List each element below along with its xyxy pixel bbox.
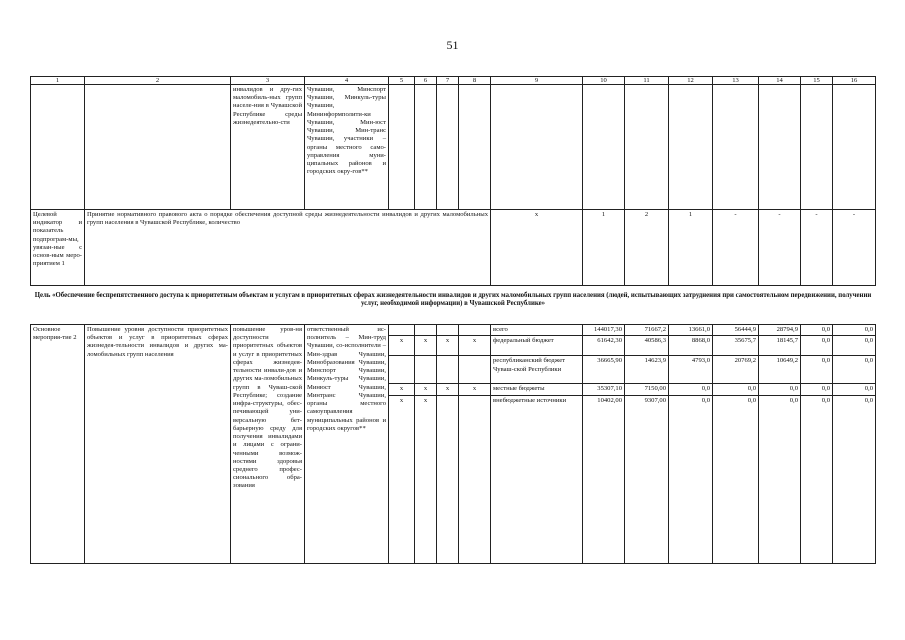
header-cell: 10	[583, 77, 625, 85]
value-cell: 0,0	[833, 325, 876, 336]
source-c7: х	[437, 384, 459, 395]
value-cell: 0,0	[801, 325, 833, 336]
value-cell: 56444,9	[713, 325, 759, 336]
source-name: республиканский бюджет Чуваш-ской Республики	[491, 356, 583, 384]
source-c5: х	[389, 336, 415, 356]
header-cell: 16	[833, 77, 876, 85]
source-c8	[459, 356, 491, 384]
value-cell: 0,0	[713, 395, 759, 563]
value-cell: 0,0	[669, 395, 713, 563]
measure-row	[31, 325, 876, 336]
indicator-2019: 1	[583, 210, 625, 286]
indicator-description: Принятие нормативного правового акта о порядке обеспечения доступной среды жизнедеятельности инвалидов и других маломобильных групп населения в Чувашской Республике, количество	[85, 210, 491, 286]
source-c6: х	[415, 384, 437, 395]
value-cell: 35307,10	[583, 384, 625, 395]
measure-label: Основное мероприя-тие 2	[31, 325, 85, 564]
source-c5	[389, 325, 415, 336]
page-number: 51	[446, 38, 459, 52]
measure-expected-result: повышение уров-ня доступности приоритетных объектов и услуг в приоритетных сферах жизнедея-тельности инвали-дов и других ма-ломобильных групп в Чуваш-ской Республике; создание инфра-структуры, обес-печивающей уни-версальную бет-барьерную среду для получения инвалидами и лицами с ограни-ченными возмож-ностями здоровья среднего профес-сионального обра-зования	[231, 325, 305, 564]
value-cell: 0,0	[759, 384, 801, 395]
value-cell: 35675,7	[713, 336, 759, 356]
measure-executors: ответственный ис-полнитель – Мин-труд Чувашии, со-исполнители – Мин-здрав Чувашии, Минобразования Чувашии, Минспорт Чувашии, Минкуль-туры Чувашии, Минюст Чувашии, Минтранс Чувашии, органы местного самоуправления муниципальных районов и городских округов**	[305, 325, 389, 564]
executors: Чувашии, Минспорт Чувашии, Минкуль-туры Чувашии, Мининформполити-ки Чувашии, Мин-юст Чувашии, Мин-транс Чувашии, участники – органы местного само-управления муни-ципальных районов и городских окру-гов**	[305, 85, 389, 210]
header-cell: 1	[31, 77, 85, 85]
continuation-row	[31, 85, 876, 210]
value-cell: 36665,90	[583, 356, 625, 384]
source-c5	[389, 356, 415, 384]
value-cell: 0,0	[833, 356, 876, 384]
value-cell: 0,0	[759, 395, 801, 563]
measure-title: Повышение уровня доступности приоритетных объектов и услуг в приоритетных сферах жизнедея-тельности инвалидов и других ма-ломобильных групп населения	[85, 325, 231, 564]
value-cell: 0,0	[801, 384, 833, 395]
value-cell: 7150,00	[625, 384, 669, 395]
indicator-2022: -	[713, 210, 759, 286]
header-cell: 2	[85, 77, 231, 85]
value-cell: 71667,2	[625, 325, 669, 336]
source-c5: х	[389, 395, 415, 563]
value-cell: 14623,9	[625, 356, 669, 384]
goal-row	[31, 286, 876, 325]
source-c6: х	[415, 336, 437, 356]
header-cell: 12	[669, 77, 713, 85]
value-cell: 10402,00	[583, 395, 625, 563]
source-c8	[459, 325, 491, 336]
indicator-2025: -	[833, 210, 876, 286]
source-name: всего	[491, 325, 583, 336]
source-name: внебюджетные источники	[491, 395, 583, 563]
source-c7	[437, 325, 459, 336]
program-table	[30, 76, 876, 564]
indicator-2021: 1	[669, 210, 713, 286]
value-cell: 28794,9	[759, 325, 801, 336]
value-cell: 8868,0	[669, 336, 713, 356]
source-c6: х	[415, 395, 437, 563]
value-cell: 0,0	[801, 336, 833, 356]
value-cell: 10649,2	[759, 356, 801, 384]
source-c6	[415, 325, 437, 336]
value-cell: 61642,30	[583, 336, 625, 356]
source-c6	[415, 356, 437, 384]
indicator-c9: х	[491, 210, 583, 286]
indicator-2023: -	[759, 210, 801, 286]
value-cell: 0,0	[833, 395, 876, 563]
indicator-row	[31, 210, 876, 286]
value-cell: 9307,00	[625, 395, 669, 563]
value-cell: 13661,0	[669, 325, 713, 336]
header-cell: 15	[801, 77, 833, 85]
source-c8: х	[459, 384, 491, 395]
measure-description: инвалидов и дру-гих маломобиль-ных групп населе-ния в Чувашской Республике среды жизнедеятельно-сти	[231, 85, 305, 210]
header-cell: 4	[305, 77, 389, 85]
header-cell: 11	[625, 77, 669, 85]
value-cell: 20769,2	[713, 356, 759, 384]
source-c8	[459, 395, 491, 563]
header-cell: 8	[459, 77, 491, 85]
value-cell: 0,0	[801, 356, 833, 384]
value-cell: 0,0	[713, 384, 759, 395]
value-cell: 0,0	[833, 336, 876, 356]
goal-text: Цель «Обеспечение беспрепятственного доступа к приоритетным объектам и услугам в приоритетных сферах жизнедеятельности инвалидов и других маломобильных групп населения (людей, испытывающих затруднения при самостоятельном передвижении, получении услуг, необходимой информации) в Чувашской Республике»	[31, 286, 876, 325]
source-c8: х	[459, 336, 491, 356]
header-cell: 7	[437, 77, 459, 85]
value-cell: 4793,0	[669, 356, 713, 384]
source-c7	[437, 395, 459, 563]
indicator-2020: 2	[625, 210, 669, 286]
value-cell: 0,0	[833, 384, 876, 395]
value-cell: 40586,3	[625, 336, 669, 356]
header-cell: 5	[389, 77, 415, 85]
indicator-2024: -	[801, 210, 833, 286]
source-c5: х	[389, 384, 415, 395]
value-cell: 0,0	[669, 384, 713, 395]
header-cell: 6	[415, 77, 437, 85]
source-c7: х	[437, 336, 459, 356]
source-name: местные бюджеты	[491, 384, 583, 395]
source-c7	[437, 356, 459, 384]
source-name: федеральный бюджет	[491, 336, 583, 356]
value-cell: 18145,7	[759, 336, 801, 356]
header-row	[31, 77, 876, 85]
header-cell: 14	[759, 77, 801, 85]
value-cell: 0,0	[801, 395, 833, 563]
header-cell: 9	[491, 77, 583, 85]
header-cell: 13	[713, 77, 759, 85]
indicator-label: Целевой индикатор и показатель подпрограм-мы, увязан-ные с основ-ным меро-приятием 1	[31, 210, 85, 286]
value-cell: 144017,30	[583, 325, 625, 336]
header-cell: 3	[231, 77, 305, 85]
